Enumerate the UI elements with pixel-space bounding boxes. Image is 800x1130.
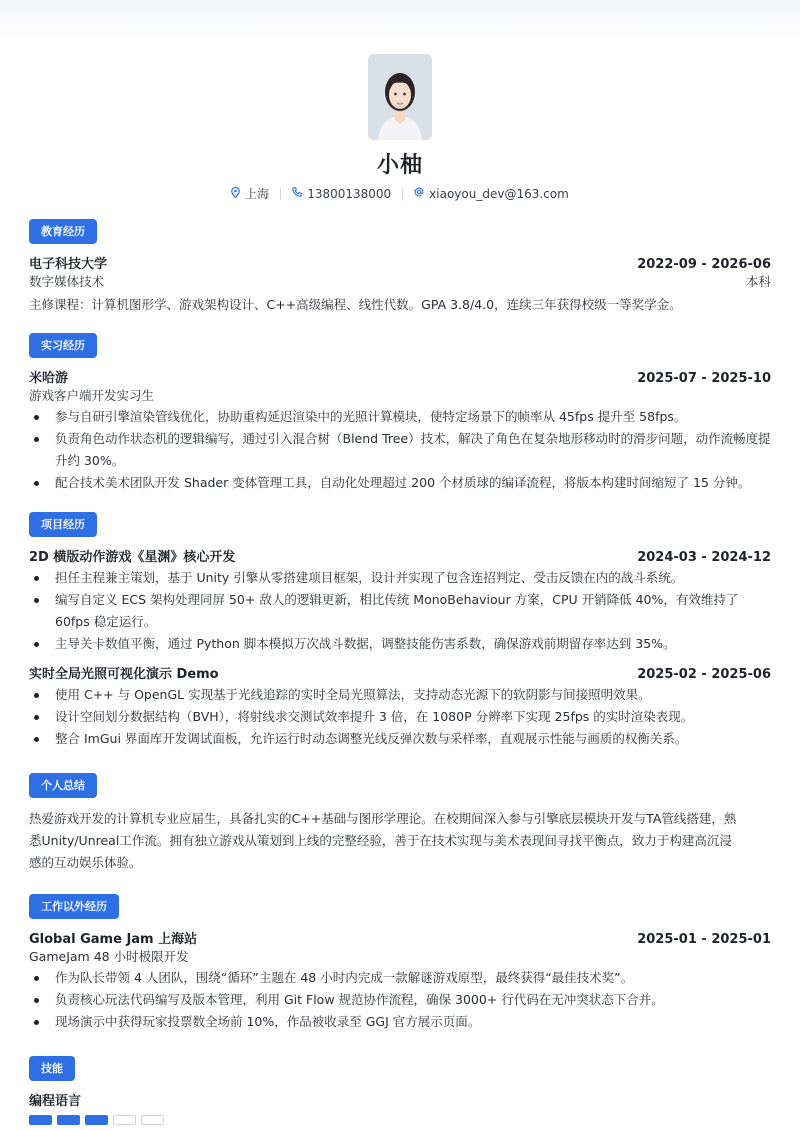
location-text: 上海 [245,187,270,201]
map-pin-icon [231,187,240,201]
project-date: 2025-02 - 2025-06 [637,667,771,682]
extra-date: 2025-01 - 2025-01 [637,932,771,947]
contact-phone [292,187,391,201]
list-item: 现场演示中获得玩家投票数全场前 10%，作品被收录至 GGJ 官方展示页面。 [29,1011,771,1033]
extra-bullets [29,967,771,1033]
list-item: 主导关卡数值平衡，通过 Python 脚本模拟万次战斗数据，调整技能伤害系数，确保游戏前期留存率达到 35%。 [29,633,771,655]
degree: 本科 [745,274,771,289]
list-item: 编写自定义 ECS 架构处理同屏 50+ 敌人的逻辑更新，相比传统 MonoBehaviour 方案，CPU 开销降低 40%，有效维持了 60fps 稳定运行。 [29,589,771,633]
summary-line: 感的互动娱乐体验。 [29,855,142,870]
list-item: 作为队长带领 4 人团队，围绕“循环”主题在 48 小时内完成一款解谜游戏原型，最终获得“最佳技术奖”。 [29,967,771,989]
project-bullets [29,684,771,750]
list-item: 担任主程兼主策划，基于 Unity 引擎从零搭建项目框架，设计并实现了包含连招判定、受击反馈在内的战斗系统。 [29,567,771,589]
project-bullets [29,567,771,655]
contact-email [414,187,569,201]
company-name: 米哈游 [29,371,69,386]
project-name: 实时全局光照可视化演示 Demo [29,667,219,682]
list-item: 负责核心玩法代码编写及版本管理，利用 Git Flow 规范协作流程，确保 3000+ 行代码在无冲突状态下合并。 [29,989,771,1011]
divider [402,188,403,200]
extra-header-row [29,928,771,947]
summary-section [29,773,771,874]
section-badge-summary: 个人总结 [29,773,97,798]
internship-bullets [29,406,771,494]
section-badge-projects: 项目经历 [29,512,97,537]
email-text: xiaoyou_dev@163.com [429,186,569,201]
project-date: 2024-03 - 2024-12 [637,550,771,565]
internship-section [29,333,771,494]
candidate-name: 小柚 [376,153,423,178]
phone-text: 13800138000 [307,186,392,201]
project-header-row [29,546,771,565]
skills-section [29,1056,771,1125]
section-badge-education: 教育经历 [29,219,97,244]
summary-text [29,808,771,874]
contact-row [29,185,771,202]
at-icon [414,187,424,200]
summary-line: 悉Unity/Unreal工作流。拥有独立游戏从策划到上线的完整经验，善于在技术实现与美术表现间寻找平衡点，致力于构建高沉浸 [29,833,732,848]
list-item: 配合技术美术团队开发 Shader 变体管理工具，自动化处理超过 200 个材质球的编译流程，将版本构建时间缩短了 15 分钟。 [29,472,771,494]
internship-date: 2025-07 - 2025-10 [637,371,771,386]
profile-photo [368,54,432,140]
phone-icon [292,187,302,200]
skill-category: 编程语言 [29,1094,82,1109]
list-item: 设计空间划分数据结构（BVH），将射线求交测试效率提升 3 倍，在 1080P 分辨率下实现 25fps 的实时渲染表现。 [29,706,771,728]
project-name: 2D 横版动作游戏《星渊》核心开发 [29,550,236,565]
list-item: 整合 ImGui 界面库开发调试面板，允许运行时动态调整光线反弹次数与采样率，直观展示性能与画质的权衡关系。 [29,728,771,750]
education-sub-row [29,272,771,290]
list-item: 使用 C++ 与 OpenGL 实现基于光线追踪的实时全局光照算法，支持动态光源下的软阴影与间接照明效果。 [29,684,771,706]
section-badge-internship: 实习经历 [29,333,97,358]
education-header-row [29,253,771,272]
list-item: 负责角色动作状态机的逻辑编写，通过引入混合树（Blend Tree）技术，解决了角色在复杂地形移动时的滑步问题，动作流畅度提升约 30%。 [29,428,771,472]
skill-level-cell [141,1115,164,1125]
resume-header [29,0,771,202]
extra-role: GameJam 48 小时极限开发 [29,949,189,964]
school-name: 电子科技大学 [29,257,108,272]
education-date: 2022-09 - 2026-06 [637,257,771,272]
skill-level-cell [113,1115,136,1125]
event-name: Global Game Jam 上海站 [29,932,198,947]
summary-line: 热爱游戏开发的计算机专业应届生，具备扎实的C++基础与图形学理论。在校期间深入参与引擎底层模块开发与TA管线搭建，熟 [29,811,737,826]
skill-level-cell [85,1115,108,1125]
contact-location [231,185,269,202]
education-section [29,219,771,316]
skill-level-bar [29,1115,771,1125]
section-badge-extra: 工作以外经历 [29,894,119,919]
project-header-row [29,663,771,682]
divider [280,188,281,200]
list-item: 参与自研引擎渲染管线优化，协助重构延迟渲染中的光照计算模块，使特定场景下的帧率从 45fps 提升至 58fps。 [29,406,771,428]
internship-role: 游戏客户端开发实习生 [29,388,155,403]
major: 数字媒体技术 [29,274,105,289]
section-badge-skills: 技能 [29,1056,75,1081]
extra-section [29,894,771,1033]
education-description: 主修课程：计算机图形学、游戏架构设计、C++高级编程、线性代数。GPA 3.8/4.0，连续三年获得校级一等奖学金。 [29,297,682,312]
skill-level-cell [29,1115,52,1125]
skill-level-cell [57,1115,80,1125]
internship-header-row [29,367,771,386]
projects-section [29,512,771,750]
